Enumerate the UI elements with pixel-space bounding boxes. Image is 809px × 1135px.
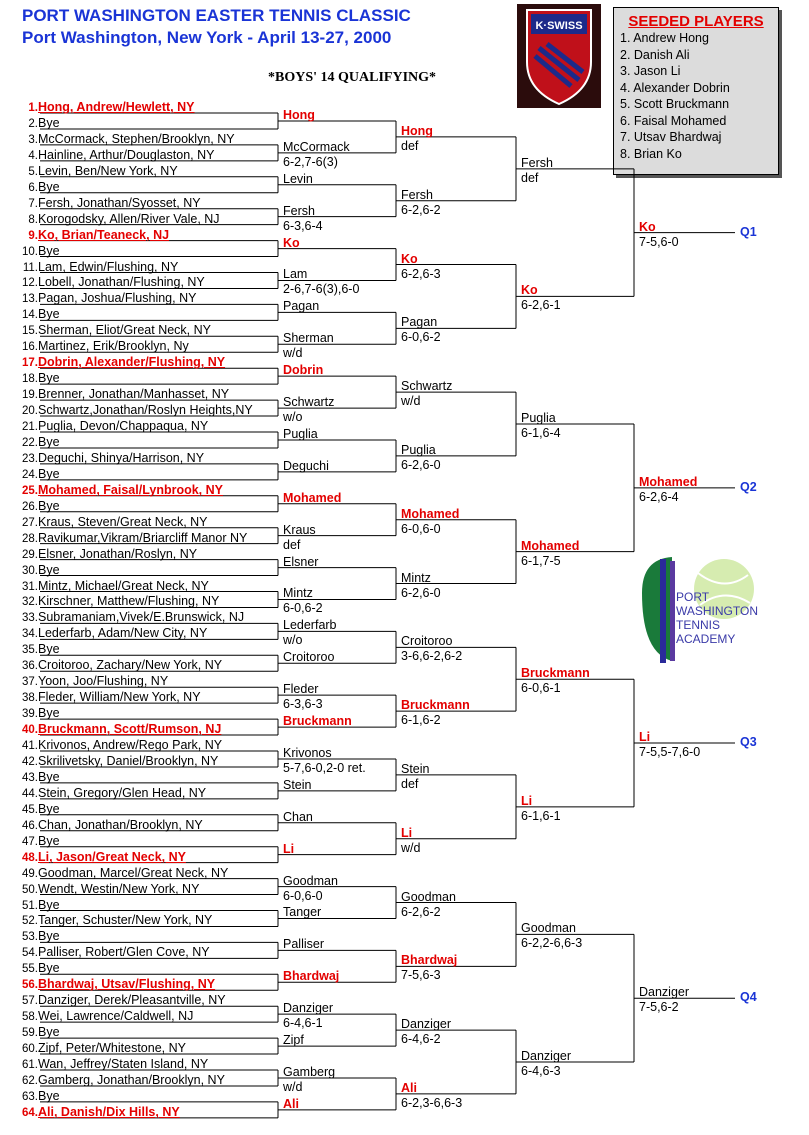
match-score: 7-5,6-2 [639, 1000, 679, 1015]
entry-number: 29. [22, 548, 38, 561]
entry-name: Bye [38, 434, 60, 449]
entry-number: 50. [22, 883, 38, 896]
match-score: 6-0,6-2 [283, 601, 323, 616]
match-winner: Fersh [521, 155, 553, 170]
entry-name: Lam, Edwin/Flushing, NY [38, 259, 179, 274]
match-score: w/d [401, 840, 421, 855]
entry-number: 44. [22, 787, 38, 800]
seed-item: 1. Andrew Hong [620, 31, 709, 45]
match-winner: Stein [283, 777, 312, 792]
match-score: 6-4,6-2 [401, 1032, 441, 1047]
entry-number: 31. [22, 580, 38, 593]
match-winner: Schwartz [401, 379, 453, 394]
match-score: 6-1,6-2 [401, 713, 441, 728]
seed-item: 2. Danish Ali [620, 47, 690, 62]
match-score: 6-1,6-1 [521, 808, 561, 823]
match-winner: Stein [401, 761, 430, 776]
entry-number: 53. [22, 931, 38, 944]
match-score: 7-5,5-7,6-0 [639, 745, 701, 760]
match-score: 6-3,6-3 [283, 697, 323, 712]
entry-name: Pagan, Joshua/Flushing, NY [38, 291, 197, 306]
entry-number: 48. [22, 851, 38, 864]
match-score: w/d [283, 1079, 303, 1094]
seeded-players-title: SEEDED PLAYERS [628, 13, 764, 30]
match-score: w/o [283, 410, 303, 425]
entry-number: 22. [22, 436, 38, 449]
match-winner: Mohamed [401, 506, 460, 521]
entry-name: Bye [38, 1088, 60, 1103]
match-score: 6-1,7-5 [521, 553, 561, 568]
entry-number: 25. [22, 484, 38, 497]
match-score: 2-6,7-6(3),6-0 [283, 282, 360, 297]
entry-name: Gamberg, Jonathan/Brooklyn, NY [38, 1072, 225, 1087]
entry-number: 47. [22, 835, 38, 848]
match-score: def [283, 537, 301, 552]
match-winner: Bruckmann [283, 714, 352, 729]
entry-name: Bye [38, 769, 60, 784]
entry-name: Subramaniam,Vivek/E.Brunswick, NJ [38, 610, 245, 625]
entry-name: Fersh, Jonathan/Syosset, NY [38, 195, 201, 210]
match-score: 6-2,6-0 [401, 585, 441, 600]
entry-number: 30. [22, 564, 38, 577]
match-winner: Mohamed [283, 490, 342, 505]
entry-name: Martinez, Erik/Brooklyn, Ny [38, 339, 189, 354]
entry-number: 56. [22, 979, 38, 992]
entry-number: 18. [22, 373, 38, 386]
seed-item: 8. Brian Ko [620, 146, 682, 161]
match-winner: Deguchi [283, 458, 329, 473]
match-score: w/o [283, 633, 303, 648]
entry-name: Zipf, Peter/Whitestone, NY [38, 1041, 186, 1056]
match-winner: Li [639, 730, 651, 745]
match-winner: Dobrin [283, 363, 324, 378]
entry-number: 63. [22, 1090, 38, 1103]
entry-number: 61. [22, 1059, 38, 1071]
match-winner: Fleder [283, 682, 319, 697]
match-winner: Ko [401, 251, 418, 266]
entry-number: 64. [22, 1106, 38, 1119]
entry-number: 6. [28, 181, 38, 194]
match-winner: Bhardwaj [401, 953, 458, 968]
match-winner: Goodman [283, 873, 338, 888]
match-score: 7-5,6-3 [401, 968, 441, 983]
entry-number: 59. [22, 1027, 38, 1040]
entry-name: Kraus, Steven/Great Neck, NY [38, 514, 208, 529]
entry-name: Hainline, Arthur/Douglaston, NY [38, 147, 215, 162]
entry-number: 38. [22, 692, 38, 705]
entry-name: Puglia, Devon/Chappaqua, NY [38, 419, 209, 433]
match-score: 6-2,2-6,6-3 [521, 936, 583, 951]
entry-number: 37. [22, 676, 38, 689]
entry-name: Kirschner, Matthew/Flushing, NY [38, 594, 220, 609]
entry-number: 52. [22, 915, 38, 928]
match-winner: Lederfarb [283, 618, 337, 633]
entry-number: 8. [28, 213, 38, 226]
entry-name: Schwartz,Jonathan/Roslyn Heights,NY [38, 403, 253, 418]
entry-name: Bye [38, 466, 60, 481]
match-winner: Ali [401, 1080, 417, 1095]
entry-name: Danziger, Derek/Pleasantville, NY [38, 993, 226, 1008]
match-winner: Schwartz [283, 395, 335, 410]
entry-number: 26. [22, 500, 38, 513]
entry-number: 15. [22, 325, 38, 338]
match-score: 6-2,6-3 [401, 266, 441, 281]
entry-name: Wei, Lawrence/Caldwell, NJ [38, 1009, 194, 1024]
match-winner: Li [521, 793, 533, 808]
tournament-title: PORT WASHINGTON EASTER TENNIS CLASSIC [22, 6, 411, 25]
entry-name: Bye [38, 897, 60, 912]
match-winner: Danziger [639, 985, 690, 1000]
academy-line: TENNIS [676, 618, 721, 632]
entry-name: Wan, Jeffrey/Staten Island, NY [38, 1057, 209, 1071]
match-score: 6-2,3-6,6-3 [401, 1095, 463, 1110]
entry-number: 10. [22, 245, 38, 258]
entry-name: Palliser, Robert/Glen Cove, NY [38, 945, 210, 960]
entry-number: 43. [22, 771, 38, 784]
entry-number: 33. [22, 612, 38, 625]
match-winner: Mintz [283, 586, 313, 601]
match-winner: Ko [639, 219, 656, 234]
entry-name: Chan, Jonathan/Brooklyn, NY [38, 817, 203, 832]
match-winner: Li [401, 825, 413, 840]
entry-number: 3. [28, 133, 38, 146]
match-winner: Levin [283, 171, 313, 186]
match-score: 6-4,6-1 [283, 1016, 323, 1031]
match-score: def [521, 170, 539, 185]
match-winner: Sherman [283, 331, 334, 346]
entry-number: 20. [22, 405, 38, 418]
seed-item: 3. Jason Li [620, 64, 681, 78]
entry-number: 41. [22, 740, 38, 752]
match-score: 7-5,6-0 [639, 234, 679, 249]
entry-name: Bye [38, 498, 60, 513]
entry-number: 11. [22, 261, 38, 274]
entry-number: 45. [22, 803, 38, 816]
match-winner: Pagan [401, 315, 438, 330]
entry-name: Bye [38, 642, 60, 657]
entry-name: Korogodsky, Allen/River Vale, NJ [38, 211, 220, 226]
entry-number: 46. [22, 819, 38, 832]
match-score: 6-2,6-0 [401, 457, 441, 472]
entry-name: Brenner, Jonathan/Manhasset, NY [38, 387, 230, 402]
match-score: 6-2,6-4 [639, 489, 679, 504]
match-winner: Bruckmann [401, 698, 470, 713]
entry-name: Goodman, Marcel/Great Neck, NY [38, 865, 229, 880]
academy-line: WASHINGTON [676, 604, 759, 618]
entry-name: Bye [38, 115, 60, 130]
entry-number: 51. [22, 899, 38, 912]
match-winner: Ali [283, 1096, 299, 1111]
entry-name: Elsner, Jonathan/Roslyn, NY [38, 546, 198, 561]
match-winner: Krivonos [283, 745, 332, 760]
entry-name: Krivonos, Andrew/Rego Park, NY [38, 738, 223, 752]
entry-number: 36. [22, 660, 38, 673]
match-winner: Lam [283, 267, 308, 282]
entry-number: 9. [28, 229, 38, 242]
match-score: 5-7,6-0,2-0 ret. [283, 760, 366, 775]
entry-number: 62. [22, 1074, 38, 1087]
entry-number: 57. [22, 995, 38, 1008]
match-winner: Mohamed [639, 474, 698, 489]
match-winner: Goodman [521, 921, 576, 936]
entry-number: 7. [28, 197, 38, 210]
match-score: 6-2,6-1 [521, 298, 561, 313]
entry-name: Croitoroo, Zachary/New York, NY [38, 658, 223, 673]
entry-number: 21. [22, 421, 38, 433]
entry-number: 16. [22, 341, 38, 354]
entry-name: Deguchi, Shinya/Harrison, NY [38, 450, 205, 465]
entry-name: McCormack, Stephen/Brooklyn, NY [38, 131, 235, 146]
match-winner: Gamberg [283, 1064, 336, 1079]
entry-name: Bye [38, 307, 60, 322]
qualifier-label: Q4 [740, 990, 757, 1005]
entry-number: 14. [22, 309, 38, 322]
seed-item: 7. Utsav Bhardwaj [620, 130, 722, 144]
entry-name: Bye [38, 801, 60, 816]
qualifier-label: Q1 [740, 224, 757, 239]
match-winner: Li [283, 841, 295, 856]
entry-number: 49. [22, 867, 38, 880]
entry-number: 60. [22, 1043, 38, 1056]
match-score: def [401, 776, 419, 791]
match-winner: Danziger [521, 1049, 572, 1064]
entry-name: Bye [38, 1025, 60, 1040]
match-score: 3-6,6-2,6-2 [401, 649, 463, 664]
match-winner: Mohamed [521, 538, 580, 553]
match-winner: Puglia [283, 426, 318, 441]
entry-name: Hong, Andrew/Hewlett, NY [38, 100, 195, 114]
seed-item: 5. Scott Bruckmann [620, 97, 730, 111]
match-winner: Puglia [521, 411, 556, 426]
match-winner: Hong [401, 123, 433, 138]
seed-item: 6. Faisal Mohamed [620, 113, 727, 128]
match-winner: Hong [283, 107, 315, 122]
entry-number: 24. [22, 468, 38, 481]
match-score: def [401, 138, 419, 153]
entry-name: Bye [38, 179, 60, 194]
entry-name: Levin, Ben/New York, NY [38, 163, 178, 178]
match-score: 6-0,6-1 [521, 681, 561, 696]
match-winner: Elsner [283, 554, 319, 569]
entry-name: Tanger, Schuster/New York, NY [38, 913, 213, 928]
match-winner: Zipf [283, 1033, 304, 1048]
match-winner: Bhardwaj [283, 969, 340, 984]
kswiss-logo-text: K·SWISS [535, 20, 583, 32]
match-winner: Puglia [401, 442, 436, 457]
entry-number: 28. [22, 532, 38, 545]
entry-name: Sherman, Eliot/Great Neck, NY [38, 323, 211, 338]
match-score: w/d [401, 394, 421, 409]
entry-number: 32. [22, 596, 38, 609]
qualifier-label: Q2 [740, 479, 757, 494]
match-winner: Kraus [283, 522, 316, 537]
qualifier-label: Q3 [740, 735, 757, 750]
entry-name: Bye [38, 243, 60, 258]
entry-number: 55. [22, 963, 38, 976]
entry-number: 54. [22, 947, 38, 960]
entry-name: Skrilivetsky, Daniel/Brooklyn, NY [38, 753, 219, 768]
match-winner: Danziger [283, 1001, 334, 1016]
entry-name: Bye [38, 562, 60, 577]
match-winner: Pagan [283, 299, 320, 314]
entry-name: Mohamed, Faisal/Lynbrook, NY [38, 482, 223, 497]
entry-name: Bye [38, 929, 60, 944]
entry-name: Li, Jason/Great Neck, NY [38, 849, 186, 864]
match-score: 6-0,6-0 [283, 888, 323, 903]
entry-number: 23. [22, 452, 38, 465]
entry-number: 35. [22, 644, 38, 657]
entry-name: Ravikumar,Vikram/Briarcliff Manor NY [38, 530, 248, 545]
entry-name: Lobell, Jonathan/Flushing, NY [38, 275, 205, 290]
academy-line: ACADEMY [676, 632, 736, 646]
match-winner: Tanger [283, 905, 322, 920]
match-winner: Ko [521, 283, 538, 298]
entry-number: 58. [22, 1011, 38, 1024]
tournament-location-dates: Port Washington, New York - April 13-27, 2000 [22, 28, 392, 47]
entry-name: Bye [38, 833, 60, 848]
entry-name: Bruckmann, Scott/Rumson, NJ [38, 722, 222, 737]
entry-number: 17. [22, 357, 38, 370]
entry-name: Stein, Gregory/Glen Head, NY [38, 785, 207, 800]
match-score: 6-0,6-2 [401, 330, 441, 345]
division-title: *BOYS' 14 QUALIFYING* [268, 70, 437, 85]
entry-number: 4. [28, 149, 38, 162]
entry-number: 40. [22, 724, 38, 737]
match-winner: Mintz [401, 570, 431, 585]
entry-name: Bye [38, 961, 60, 976]
entry-number: 1. [28, 102, 38, 114]
match-winner: McCormack [283, 139, 350, 154]
entry-name: Wendt, Westin/New York, NY [38, 881, 200, 896]
match-winner: Fersh [283, 203, 315, 218]
entry-name: Ali, Danish/Dix Hills, NY [38, 1104, 180, 1119]
match-winner: Croitoroo [283, 650, 335, 665]
match-winner: Croitoroo [401, 634, 453, 649]
match-score: 6-2,6-2 [401, 904, 441, 919]
match-winner: Danziger [401, 1017, 452, 1032]
entry-name: Dobrin, Alexander/Flushing, NY [38, 355, 226, 370]
entry-name: Mintz, Michael/Great Neck, NY [38, 578, 209, 593]
match-winner: Bruckmann [521, 666, 590, 681]
entry-number: 5. [28, 165, 38, 178]
entry-number: 34. [22, 628, 38, 641]
entry-name: Ko, Brian/Teaneck, NJ [38, 227, 170, 242]
entry-number: 42. [22, 755, 38, 768]
entry-number: 27. [22, 516, 38, 529]
match-winner: Ko [283, 235, 300, 250]
entry-number: 12. [22, 277, 38, 290]
entry-name: Yoon, Joo/Flushing, NY [38, 674, 169, 689]
entry-number: 2. [28, 117, 38, 130]
entry-name: Lederfarb, Adam/New City, NY [38, 626, 208, 641]
entry-name: Bye [38, 706, 60, 721]
seed-item: 4. Alexander Dobrin [620, 80, 730, 95]
match-score: 6-2,7-6(3) [283, 154, 338, 169]
entry-number: 13. [22, 293, 38, 306]
match-score: 6-3,6-4 [283, 218, 323, 233]
match-winner: Palliser [283, 937, 324, 952]
entry-name: Bhardwaj, Utsav/Flushing, NY [38, 977, 216, 992]
match-score: 6-4,6-3 [521, 1064, 561, 1079]
academy-line: PORT [676, 590, 710, 604]
match-winner: Fersh [401, 187, 433, 202]
match-score: 6-0,6-0 [401, 521, 441, 536]
match-score: 6-2,6-2 [401, 202, 441, 217]
match-score: w/d [283, 346, 303, 361]
entry-name: Bye [38, 371, 60, 386]
match-winner: Chan [283, 809, 313, 824]
match-winner: Goodman [401, 889, 456, 904]
entry-number: 19. [22, 389, 38, 402]
entry-name: Fleder, William/New York, NY [38, 690, 201, 705]
entry-number: 39. [22, 708, 38, 721]
match-score: 6-1,6-4 [521, 426, 561, 441]
